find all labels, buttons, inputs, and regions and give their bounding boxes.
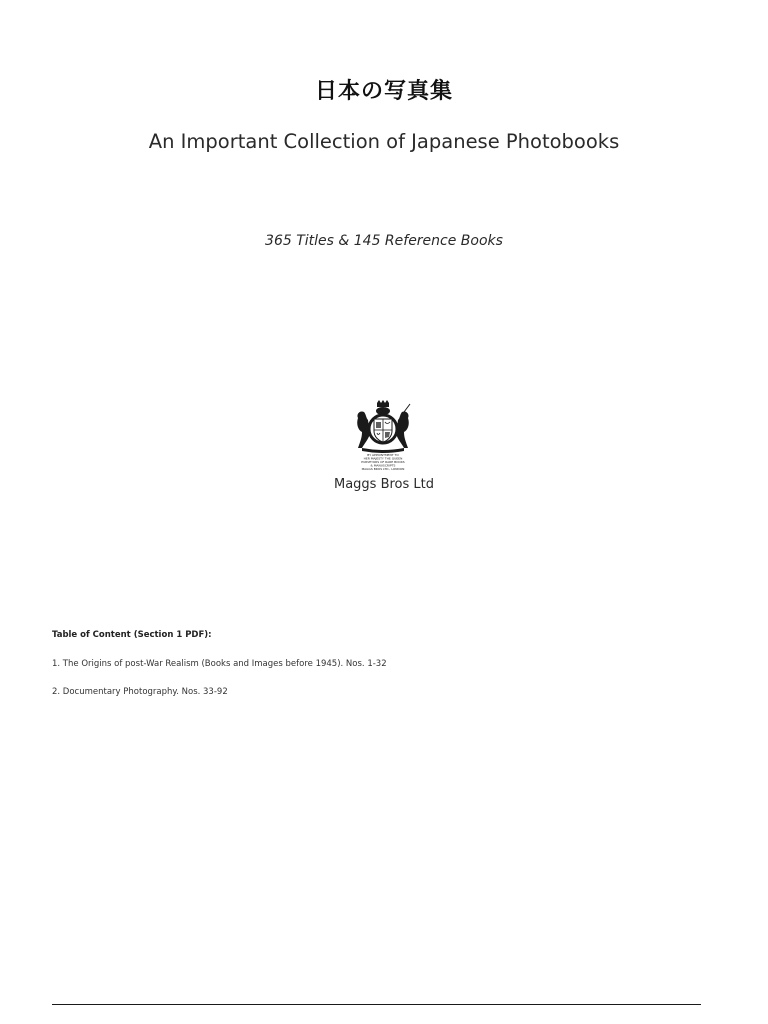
svg-text:BY APPOINTMENT TO: BY APPOINTMENT TO	[367, 453, 399, 457]
toc-item[interactable]: 2. Documentary Photography. Nos. 33-92	[52, 687, 228, 697]
footer-rule	[52, 1004, 701, 1005]
svg-text:& MANUSCRIPTS: & MANUSCRIPTS	[370, 463, 396, 468]
document-title: An Important Collection of Japanese Photobooks	[148, 130, 620, 153]
japanese-title: 日本の写真集	[314, 78, 453, 104]
svg-text:HER MAJESTY THE QUEEN: HER MAJESTY THE QUEEN	[363, 456, 403, 461]
royal-warrant-crest-icon	[352, 400, 414, 472]
document-subtitle: 365 Titles & 145 Reference Books	[265, 233, 503, 249]
svg-text:MAGGS BROS LTD., LONDON: MAGGS BROS LTD., LONDON	[361, 467, 405, 471]
toc-item[interactable]: 1. The Origins of post-War Realism (Books and Images before 1945). Nos. 1-32	[52, 659, 387, 669]
toc-heading: Table of Content (Section 1 PDF):	[52, 630, 212, 640]
publisher-name: Maggs Bros Ltd	[333, 477, 435, 492]
table-of-contents	[52, 630, 692, 715]
svg-text:PURVEYORS OF RARE BOOKS: PURVEYORS OF RARE BOOKS	[361, 460, 405, 464]
